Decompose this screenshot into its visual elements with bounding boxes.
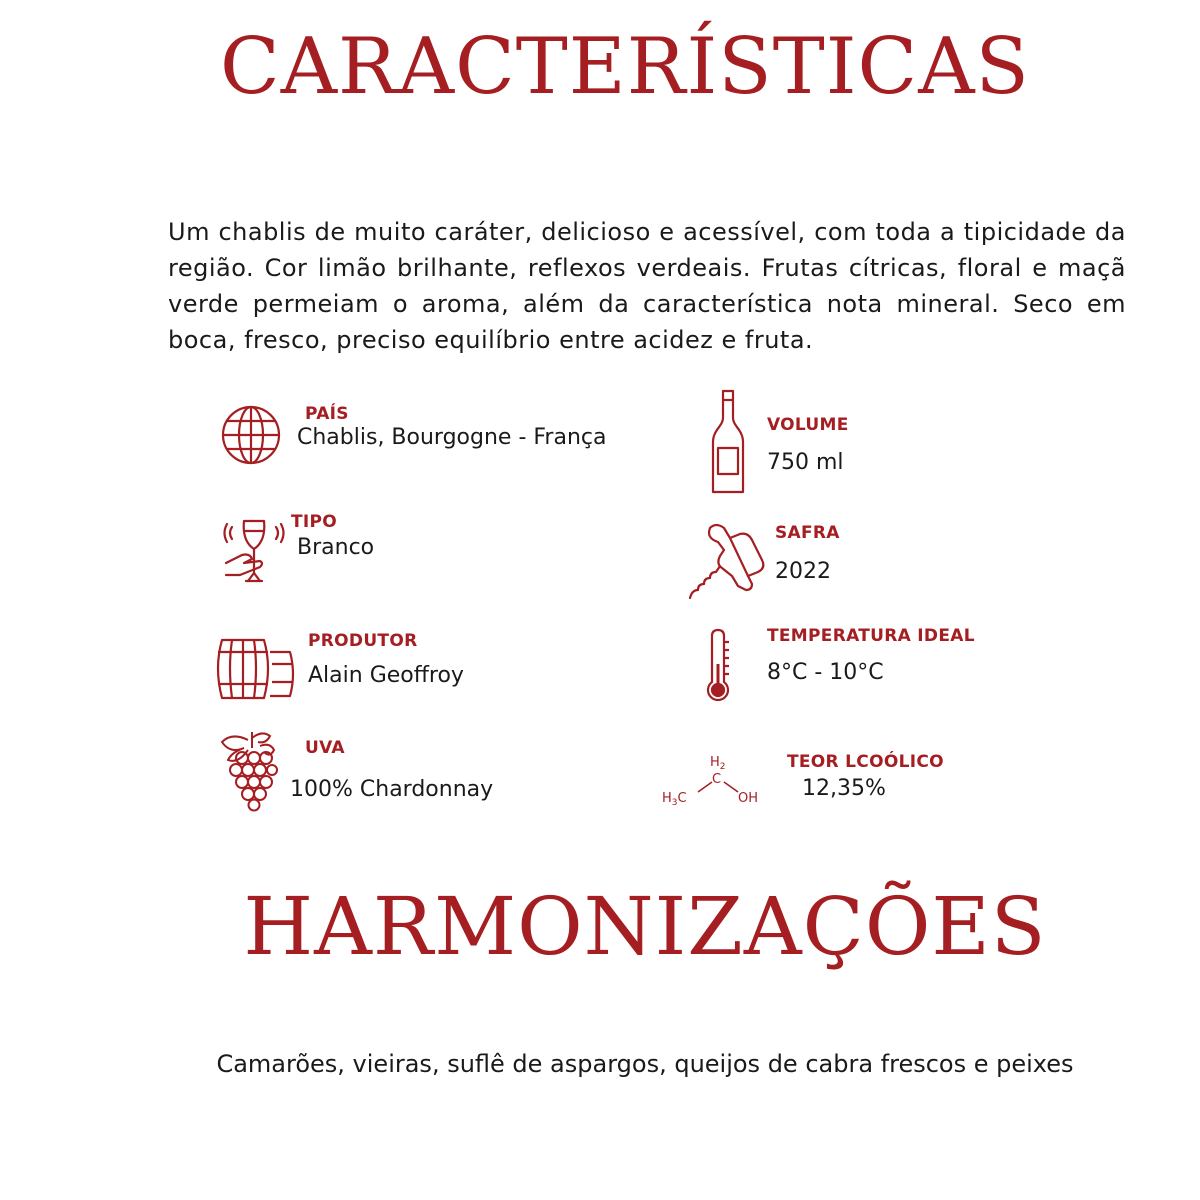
grapes-icon bbox=[218, 728, 282, 812]
grape-value: 100% Chardonnay bbox=[290, 777, 494, 802]
pairings-text: Camarões, vieiras, suflê de aspargos, queijos de cabra frescos e peixes bbox=[216, 1050, 1074, 1078]
pairings-title: HARMONIZAÇÕES bbox=[243, 880, 1047, 973]
alcohol-value: 12,35% bbox=[802, 776, 886, 801]
volume-label: VOLUME bbox=[767, 415, 849, 435]
producer-label: PRODUTOR bbox=[308, 631, 418, 651]
svg-text:H2: $H_2$ bbox=[710, 755, 726, 772]
type-value: Branco bbox=[297, 535, 375, 560]
ethanol-formula-icon bbox=[660, 752, 770, 808]
producer-value: Alain Geoffroy bbox=[308, 663, 464, 688]
svg-text:H3C: $H_3C$ bbox=[662, 791, 687, 808]
wine-description: Um chablis de muito caráter, delicioso e acessível, com toda a tipicidade da região. Cor limão brilhante, reflexos verdeais. Frutas cítricas, floral e maçã verde permeiam o aroma, além da característica nota mineral. Seco em boca, fresco, preciso equilíbrio entre acidez e fruta. bbox=[168, 218, 1126, 354]
grape-label: UVA bbox=[305, 738, 345, 758]
volume-value: 750 ml bbox=[767, 450, 844, 475]
alcohol-label: TEOR LCOÓLICO bbox=[787, 752, 944, 772]
country-value: Chablis, Bourgogne - França bbox=[297, 425, 607, 450]
temperature-value: 8°C - 10°C bbox=[767, 660, 884, 685]
temperature-label: TEMPERATURA IDEAL bbox=[767, 626, 975, 646]
type-label: TIPO bbox=[291, 512, 338, 532]
characteristics-title: CARACTERÍSTICAS bbox=[220, 22, 1030, 112]
wine-bottle-icon bbox=[710, 388, 746, 496]
thermometer-icon bbox=[704, 628, 732, 704]
barrels-icon bbox=[214, 634, 298, 704]
vintage-label: SAFRA bbox=[775, 523, 840, 543]
vintage-value: 2022 bbox=[775, 559, 831, 584]
country-label: PAÍS bbox=[305, 404, 349, 424]
globe-icon bbox=[220, 404, 282, 466]
svg-text:C: C bbox=[712, 772, 722, 787]
wine-glass-hand-icon bbox=[222, 515, 286, 587]
svg-text:OH: OH bbox=[738, 791, 759, 806]
corkscrew-icon bbox=[686, 520, 772, 604]
